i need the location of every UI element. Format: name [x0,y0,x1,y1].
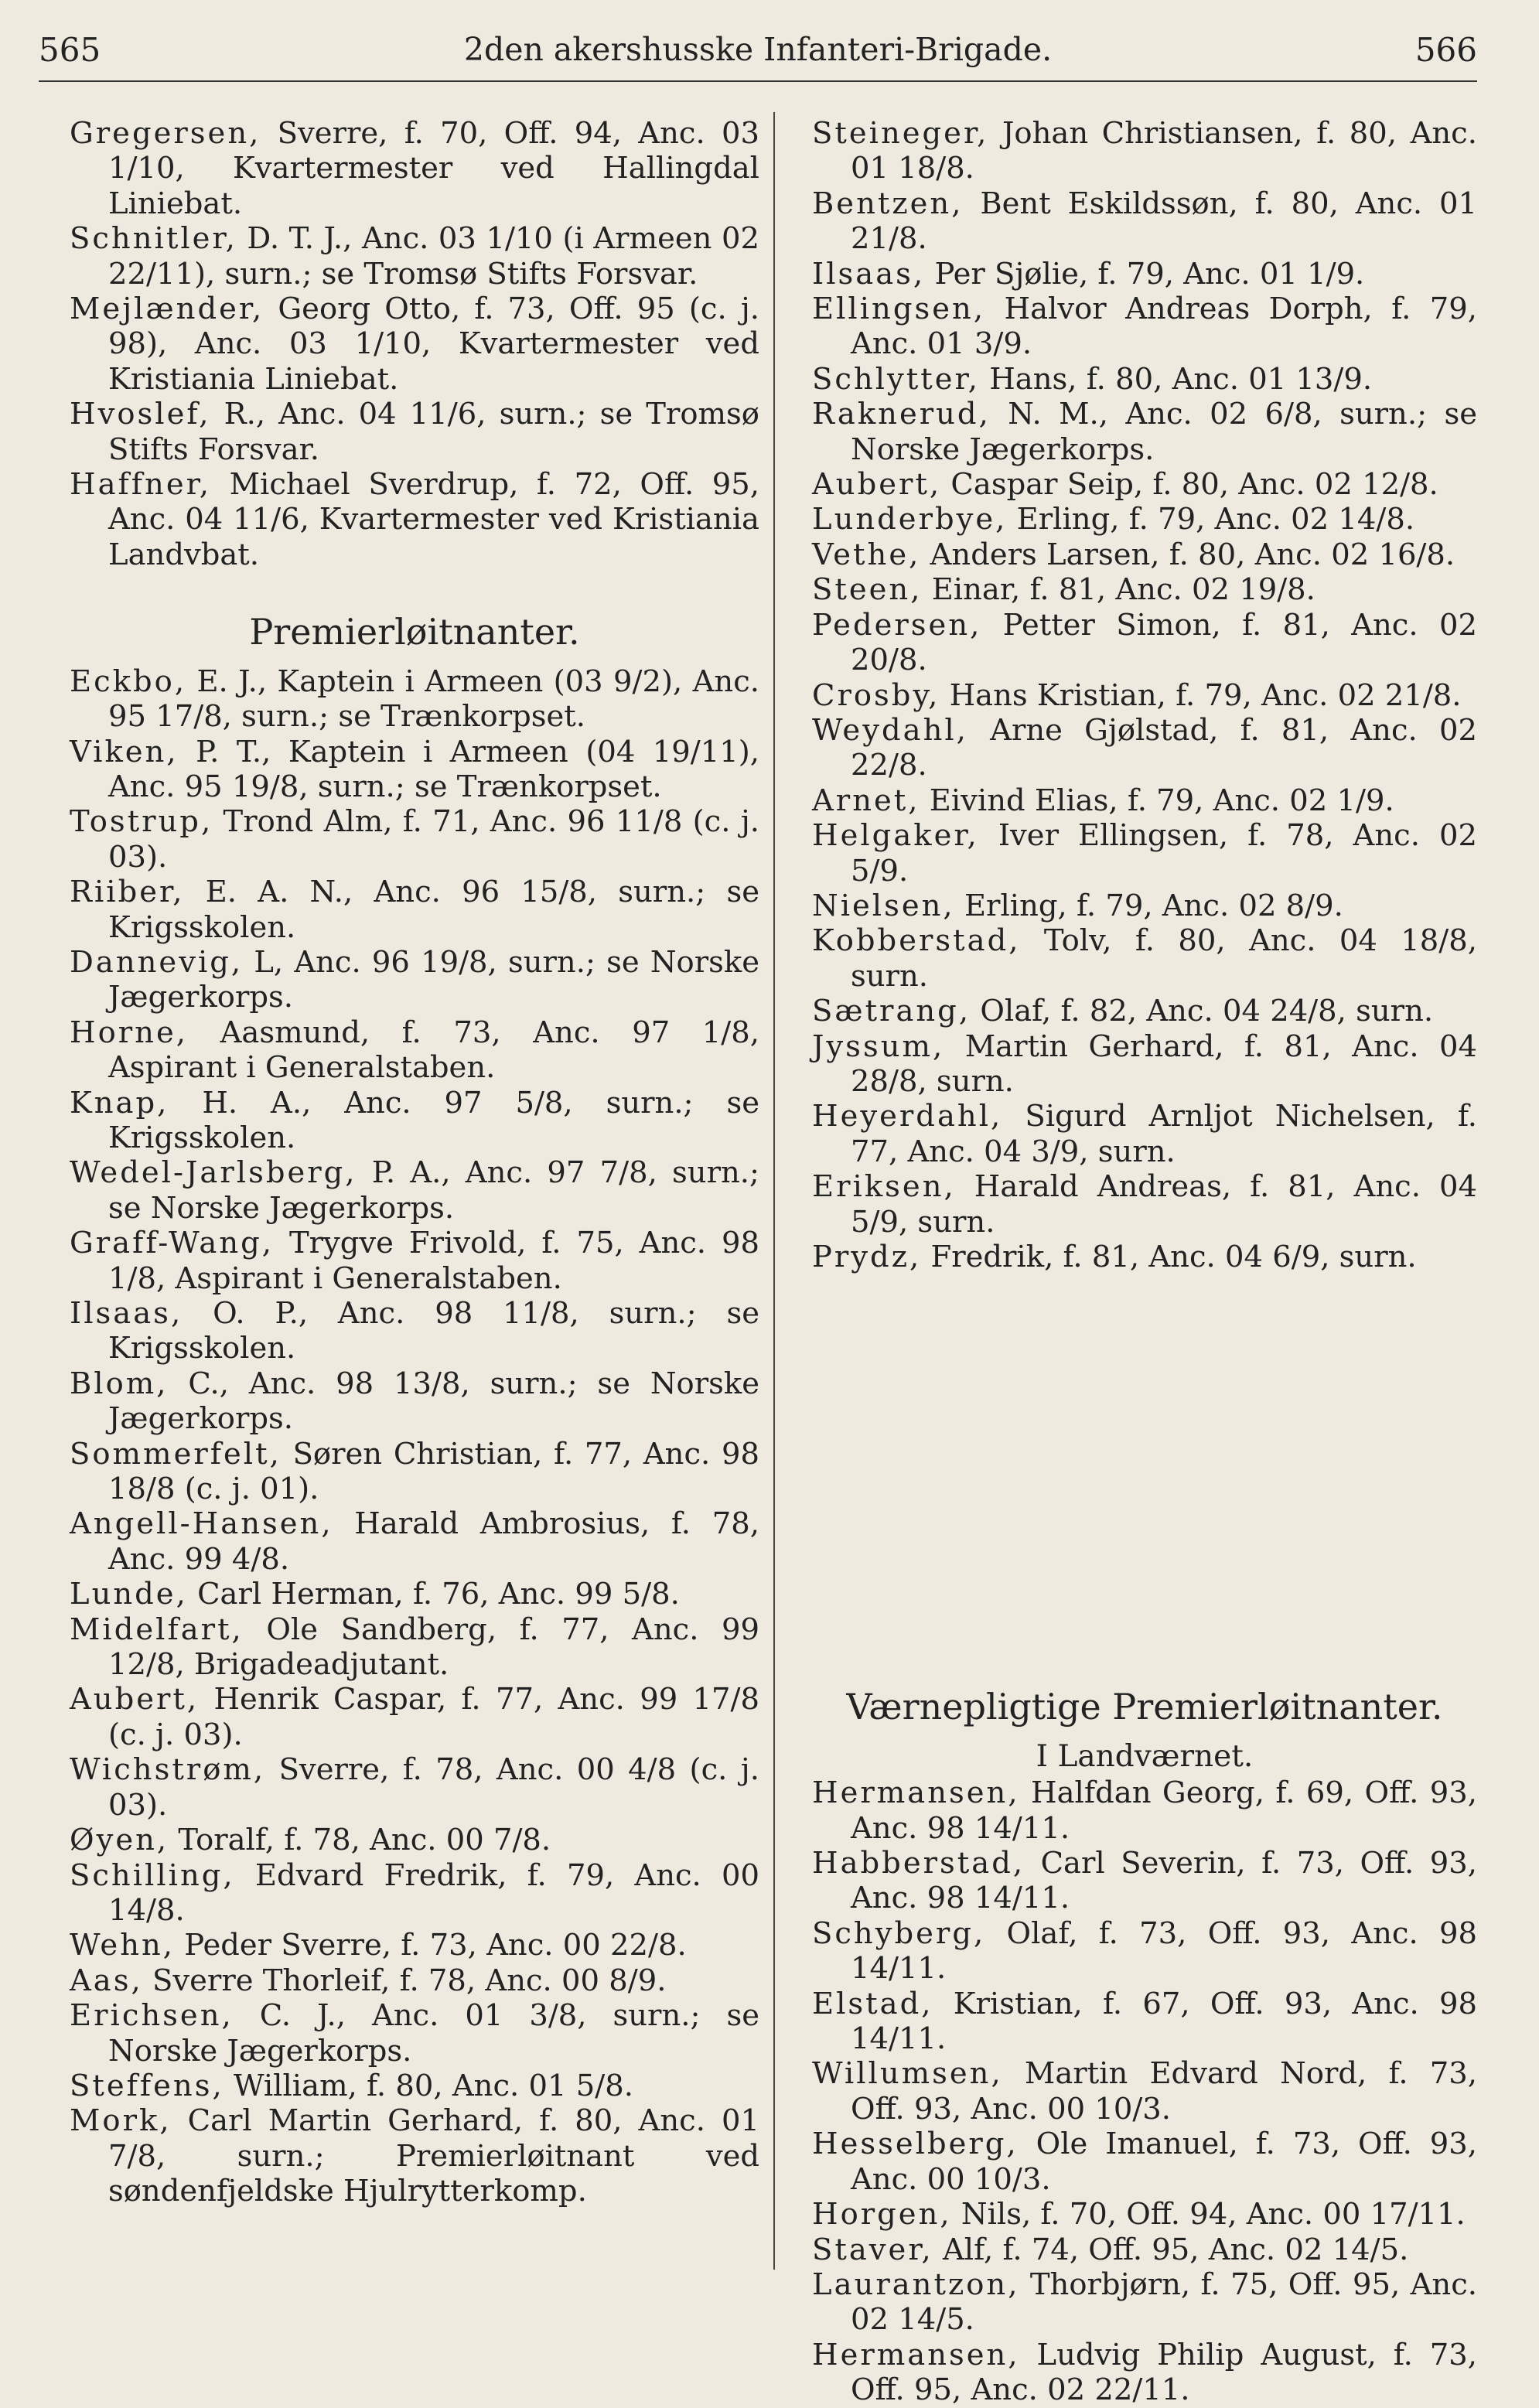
entry-details: Alf, f. 74, Off. 95, Anc. 02 14/5. [943,2232,1409,2267]
entry-name: Prydz, [812,1240,922,1274]
entry-details: Petter Simon, f. 81, Anc. 02 20/8. [851,607,1477,678]
register-entry [812,1169,1477,1240]
entry-details: Olaf, f. 82, Anc. 04 24/8, surn. [980,994,1434,1029]
entry-details: Trygve Frivold, f. 75, Anc. 98 1/8, Aspirant i Generalstaben. [108,1226,759,1296]
section-heading-premierloitnanter: Premierløitnanter. [249,611,580,653]
entry-details: E. J., Kaptein i Armeen (03 9/2), Anc. 95 17/8, surn.; se Trænkorpset. [108,663,759,735]
entry-name: Ellingsen, [812,292,986,327]
register-entry [70,467,759,572]
right-entries [812,116,1477,1274]
register-entry [70,1296,759,1366]
entry-name: Lunde, [70,1577,188,1612]
entry-details: C., Anc. 98 13/8, surn.; se Norske Jægerkorps. [108,1366,759,1437]
entry-details: D. T. J., Anc. 03 1/10 (i Armeen 02 22/11), surn.; se Tromsø Stifts Forsvar. [108,221,759,292]
entry-details: O. P., Anc. 98 11/8, surn.; se Krigsskolen. [108,1296,759,1366]
entry-name: Schyberg, [812,1915,986,1951]
page-header [39,31,1477,77]
left-entries-top [70,116,759,572]
section-subheading-landvaernet: I Landværnet. [1036,1738,1254,1774]
entry-details: Einar, f. 81, Anc. 02 19/8. [931,572,1315,608]
register-entry [812,678,1477,713]
register-entry [70,397,759,467]
entry-details: Erling, f. 79, Anc. 02 8/9. [964,888,1343,923]
entry-details: Thorbjørn, f. 75, Off. 95, Anc. 02 14/5. [851,2266,1477,2338]
entry-name: Hesselberg, [812,2127,1019,2162]
entry-name: Dannevig, [70,944,244,980]
register-entry [70,1366,759,1437]
entry-name: Horne, [70,1015,188,1050]
entry-details: Carl Herman, f. 76, Anc. 99 5/8. [197,1577,680,1612]
entry-details: Hans Kristian, f. 79, Anc. 02 21/8. [949,677,1462,713]
entry-name: Sommerfelt, [70,1436,282,1472]
entry-details: Carl Martin Gerhard, f. 80, Anc. 01 7/8, surn.; Premierløitnant ved søndenfjeldske Hjulrytterkomp. [108,2103,759,2209]
entry-details: Michael Sverdrup, f. 72, Off. 95, Anc. 04 11/6, Kvartermester ved Kristiania Landvbat. [108,467,759,572]
entry-name: Schnitler, [70,221,237,257]
entry-name: Steen, [812,572,923,608]
register-entry [812,994,1477,1028]
entry-name: Hermansen, [812,2337,1020,2372]
entry-details: Erling, f. 79, Anc. 02 14/8. [1016,502,1415,537]
register-entry [812,1846,1477,1916]
entry-details: Ole Sandberg, f. 77, Anc. 99 12/8, Brigadeadjutant. [108,1612,759,1683]
register-entry [70,1612,759,1683]
register-entry [812,2338,1477,2408]
entry-details: Carl Severin, f. 73, Off. 93, Anc. 98 14/11. [851,1846,1477,1916]
entry-name: Vethe, [812,537,921,572]
section-heading-vaernepligtige: Værnepligtige Premierløitnanter. [846,1686,1443,1728]
entry-name: Willumsen, [812,2056,1003,2092]
entry-details: Iver Ellingsen, f. 78, Anc. 02 5/9. [851,818,1477,889]
entry-details: Halvor Andreas Dorph, f. 79, Anc. 01 3/9. [851,292,1477,362]
entry-details: Johan Christiansen, f. 80, Anc. 01 18/8. [851,116,1477,186]
entry-details: Georg Otto, f. 73, Off. 95 (c. j. 98), Anc. 03 1/10, Kvartermester ved Kristiania Liniebat. [108,292,759,397]
entry-details: Edvard Fredrik, f. 79, Anc. 00 14/8. [108,1857,759,1928]
register-entry [70,1858,759,1929]
register-entry [70,945,759,1015]
entry-name: Schlytter, [812,361,980,397]
entry-details: Ludvig Philip August, f. 73, Off. 95, Anc. 02 22/11. [851,2337,1477,2408]
entry-name: Hermansen, [812,1775,1020,1811]
entry-name: Steineger, [812,116,989,151]
entry-details: Nils, f. 70, Off. 94, Anc. 00 17/11. [961,2197,1466,2232]
entry-details: Per Sjølie, f. 79, Anc. 01 1/9. [934,256,1365,292]
entry-details: Aasmund, f. 73, Anc. 97 1/8, Aspirant i Generalstaben. [108,1015,759,1086]
entry-name: Elstad, [812,1986,933,2021]
entry-name: Arnet, [812,783,920,818]
page-number-right: 566 [1414,31,1477,69]
register-entry [70,1226,759,1296]
entry-name: Knap, [70,1085,169,1120]
entry-name: Bentzen, [812,186,964,221]
entry-name: Ilsaas, [812,256,926,292]
entry-details: Ole Imanuel, f. 73, Off. 93, Anc. 00 10/3. [851,2127,1477,2197]
entry-details: Harald Andreas, f. 81, Anc. 04 5/9, surn. [851,1169,1477,1240]
register-entry [70,2103,759,2208]
entry-details: Sverre Thorleif, f. 78, Anc. 00 8/9. [152,1963,667,1998]
entry-name: Blom, [70,1366,169,1401]
register-entry [812,783,1477,818]
page-number-left: 565 [39,31,101,69]
entry-name: Jyssum, [812,1028,945,1064]
entry-name: Aubert, [812,467,942,503]
entry-name: Pedersen, [812,607,982,643]
page-title: 2den akershusske Infanteri-Brigade. [463,31,1053,68]
entry-details: Toralf, f. 78, Anc. 00 7/8. [178,1823,551,1858]
register-entry [812,186,1477,257]
entry-name: Øyen, [70,1823,169,1858]
entry-details: Halfdan Georg, f. 69, Off. 93, Anc. 98 14/11. [851,1775,1477,1846]
entry-details: Harald Ambrosius, f. 78, Anc. 99 4/8. [108,1506,759,1577]
left-entries [70,664,759,2209]
entry-name: Sætrang, [812,994,971,1029]
entry-name: Eckbo, [70,663,187,699]
register-entry [70,735,759,805]
entry-name: Viken, [70,734,179,769]
right-entries-bottom [812,1775,1477,2407]
entry-name: Schilling, [70,1857,235,1893]
register-entry [70,1506,759,1577]
register-entry [812,502,1477,537]
entry-name: Aas, [70,1963,143,1998]
entry-details: P. A., Anc. 97 7/8, surn.; se Norske Jægerkorps. [108,1155,759,1226]
entry-details: L, Anc. 96 19/8, surn.; se Norske Jægerkorps. [108,944,759,1015]
register-entry [812,608,1477,678]
entry-details: E. A. N., Anc. 96 15/8, surn.; se Krigsskolen. [108,875,759,945]
entry-name: Wichstrøm, [70,1752,266,1788]
entry-details: Hans, f. 80, Anc. 01 13/9. [989,361,1373,397]
entry-details: Søren Christian, f. 77, Anc. 98 18/8 (c. j. 01). [108,1436,759,1507]
entry-name: Kobberstad, [812,923,1021,959]
entry-name: Angell-Hansen, [70,1506,333,1542]
register-entry [70,875,759,945]
left-column [70,116,759,2209]
register-entry [70,1998,759,2069]
register-entry [812,2056,1477,2127]
entry-details: Sverre, f. 70, Off. 94, Anc. 03 1/10, Kvartermester ved Hallingdal Liniebat. [108,116,759,221]
register-entry [812,2127,1477,2197]
register-entry [812,1987,1477,2057]
register-entry [812,397,1477,467]
entry-details: Sverre, f. 78, Anc. 00 4/8 (c. j. 03). [108,1752,759,1823]
entry-details: Olaf, f. 73, Off. 93, Anc. 98 14/11. [851,1915,1477,1987]
register-entry [812,1916,1477,1987]
entry-name: Wehn, [70,1928,176,1963]
entry-details: Eivind Elias, f. 79, Anc. 02 1/9. [929,783,1394,818]
register-entry [812,537,1477,572]
entry-details: Trond Alm, f. 71, Anc. 96 11/8 (c. j. 03). [108,804,759,875]
header-rule [39,80,1477,82]
entry-details: N. M., Anc. 02 6/8, surn.; se Norske Jægerkorps. [851,397,1477,467]
entry-name: Haffner, [70,467,212,503]
entry-details: Kristian, f. 67, Off. 93, Anc. 98 14/11. [851,1986,1477,2057]
register-entry [812,467,1477,502]
register-entry [70,664,759,735]
entry-name: Riiber, [70,875,185,910]
register-entry [812,292,1477,362]
register-entry [812,1029,1477,1100]
entry-details: Caspar Seip, f. 80, Anc. 02 12/8. [950,467,1438,503]
entry-details: Fredrik, f. 81, Anc. 04 6/9, surn. [930,1240,1417,1274]
register-entry [812,2197,1477,2232]
entry-details: P. T., Kaptein i Armeen (04 19/11), Anc. 95 19/8, surn.; se Trænkorpset. [108,734,759,804]
entry-details: Martin Gerhard, f. 81, Anc. 04 28/8, surn. [851,1028,1477,1099]
entry-name: Erichsen, [70,1998,234,2034]
register-entry [812,257,1477,292]
entry-details: William, f. 80, Anc. 01 5/8. [233,2068,633,2103]
entry-name: Staver, [812,2232,933,2267]
register-entry [812,923,1477,994]
register-entry [812,1240,1477,1274]
column-spacer [812,1274,1477,1647]
entry-name: Raknerud, [812,397,991,432]
register-entry [70,1577,759,1612]
entry-name: Weydahl, [812,712,968,748]
entry-name: Aubert, [70,1682,200,1717]
register-entry [812,818,1477,889]
register-entry [70,1963,759,1998]
entry-name: Tostrup, [70,804,213,840]
column-divider [773,112,775,2270]
register-entry [812,362,1477,397]
register-entry [70,2069,759,2103]
register-entry [70,1823,759,1857]
entry-name: Ilsaas, [70,1296,183,1331]
entry-name: Steffens, [70,2068,224,2103]
entry-name: Midelfart, [70,1612,244,1647]
entry-details: Tolv, f. 80, Anc. 04 18/8, surn. [851,923,1477,994]
register-entry [812,1099,1477,1169]
register-entry [70,1437,759,1507]
entry-name: Laurantzon, [812,2266,1020,2302]
entry-name: Helgaker, [812,818,979,854]
entry-name: Hvoslef, [70,397,211,432]
register-entry [812,889,1477,923]
entry-details: Sigurd Arnljot Nichelsen, f. 77, Anc. 04 3/9, surn. [851,1099,1477,1169]
register-entry [70,1155,759,1226]
register-entry [70,292,759,397]
entry-name: Horgen, [812,2197,952,2232]
entry-name: Lunderbye, [812,502,1008,537]
entry-name: Nielsen, [812,888,955,923]
register-entry [812,2232,1477,2267]
entry-details: H. A., Anc. 97 5/8, surn.; se Krigsskolen. [108,1085,759,1155]
right-column [812,116,1477,2408]
entry-name: Heyerdahl, [812,1099,1003,1134]
register-entry [812,572,1477,607]
entry-name: Eriksen, [812,1169,956,1205]
register-entry [70,1682,759,1752]
entry-details: Arne Gjølstad, f. 81, Anc. 02 22/8. [851,712,1477,783]
entry-details: R., Anc. 04 11/6, surn.; se Tromsø Stifts Forsvar. [108,397,759,467]
register-entry [70,1928,759,1963]
register-entry [70,221,759,292]
register-entry [70,1015,759,1086]
entry-name: Gregersen, [70,116,261,151]
register-entry [70,1752,759,1823]
entry-name: Mork, [70,2103,172,2139]
register-entry [70,804,759,875]
entry-details: Henrik Caspar, f. 77, Anc. 99 17/8 (c. j. 03). [108,1682,759,1752]
register-entry [812,2267,1477,2338]
entry-details: Martin Edvard Nord, f. 73, Off. 93, Anc. 00 10/3. [851,2056,1477,2127]
entry-details: Anders Larsen, f. 80, Anc. 02 16/8. [930,537,1455,572]
entry-name: Crosby, [812,677,940,713]
register-entry [812,116,1477,186]
entry-name: Mejlænder, [70,292,264,327]
entry-name: Graff-Wang, [70,1226,274,1261]
register-entry [70,116,759,221]
register-entry [812,713,1477,783]
entry-details: Peder Sverre, f. 73, Anc. 00 22/8. [184,1928,687,1963]
entry-name: Wedel-Jarlsberg, [70,1155,357,1191]
register-entry [812,1775,1477,1846]
entry-name: Habberstad, [812,1846,1025,1881]
entry-details: Bent Eskildssøn, f. 80, Anc. 01 21/8. [851,186,1477,257]
entry-details: C. J., Anc. 01 3/8, surn.; se Norske Jægerkorps. [108,1998,759,2069]
register-entry [70,1086,759,1156]
